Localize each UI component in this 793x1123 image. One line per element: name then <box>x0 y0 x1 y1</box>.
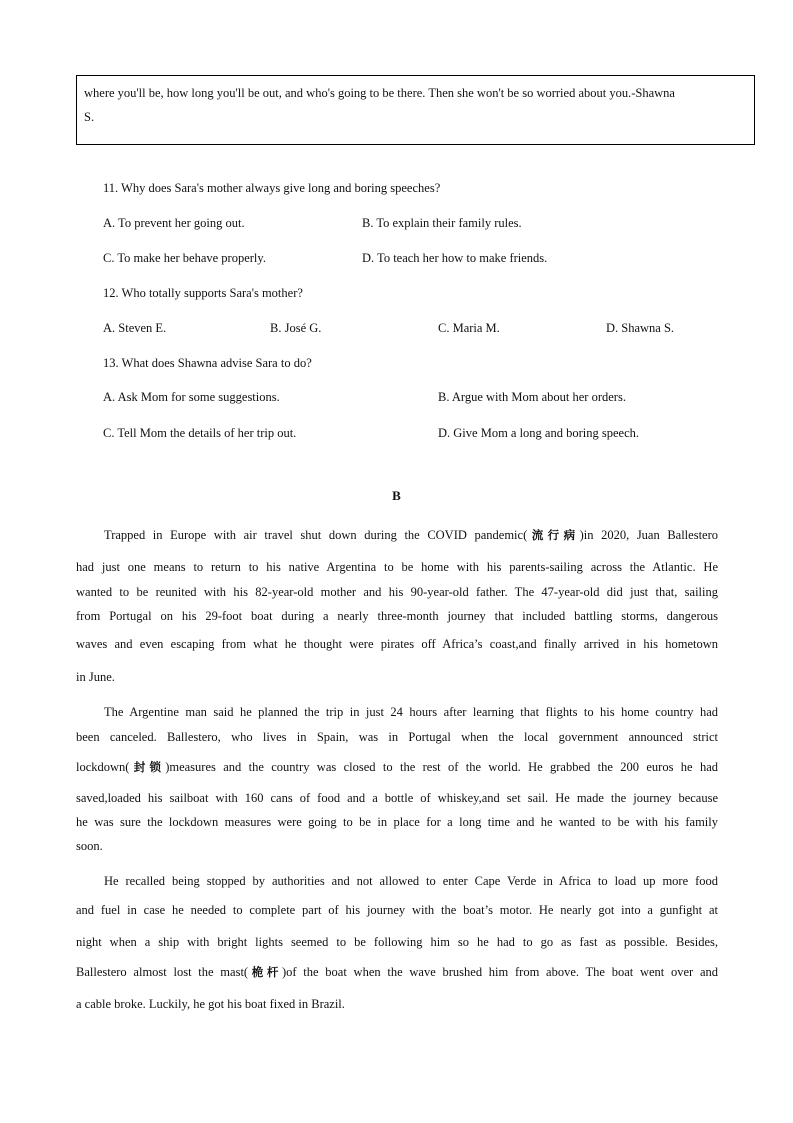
question-12-option-c: C. Maria M. <box>438 321 500 335</box>
question-12-option-b: B. José G. <box>270 321 322 335</box>
question-12-stem: 12. Who totally supports Sara's mother? <box>103 286 303 300</box>
box-text-line-2: S. <box>84 110 95 124</box>
section-heading: B <box>392 488 401 503</box>
question-11-stem: 11. Why does Sara's mother always give long and boring speeches? <box>103 181 441 195</box>
question-13-option-c: C. Tell Mom the details of her trip out. <box>103 426 297 440</box>
question-11-option-d: D. To teach her how to make friends. <box>362 251 548 265</box>
question-12-option-d: D. Shawna S. <box>606 321 675 335</box>
question-11-option-c: C. To make her behave properly. <box>103 251 266 265</box>
question-13-option-d: D. Give Mom a long and boring speech. <box>438 426 640 440</box>
question-11-option-a: A. To prevent her going out. <box>103 216 245 230</box>
question-12-option-a: A. Steven E. <box>103 321 167 335</box>
box-text-line-1: where you'll be, how long you'll be out, and who's going to be there. Then she won't be so worried about you.-Shawna <box>84 86 675 100</box>
question-13-stem: 13. What does Shawna advise Sara to do? <box>103 356 312 370</box>
question-13-option-a: A. Ask Mom for some suggestions. <box>103 390 280 404</box>
question-11-option-b: B. To explain their family rules. <box>362 216 522 230</box>
question-13-option-b: B. Argue with Mom about her orders. <box>438 390 626 404</box>
previous-passage-box <box>76 75 755 145</box>
